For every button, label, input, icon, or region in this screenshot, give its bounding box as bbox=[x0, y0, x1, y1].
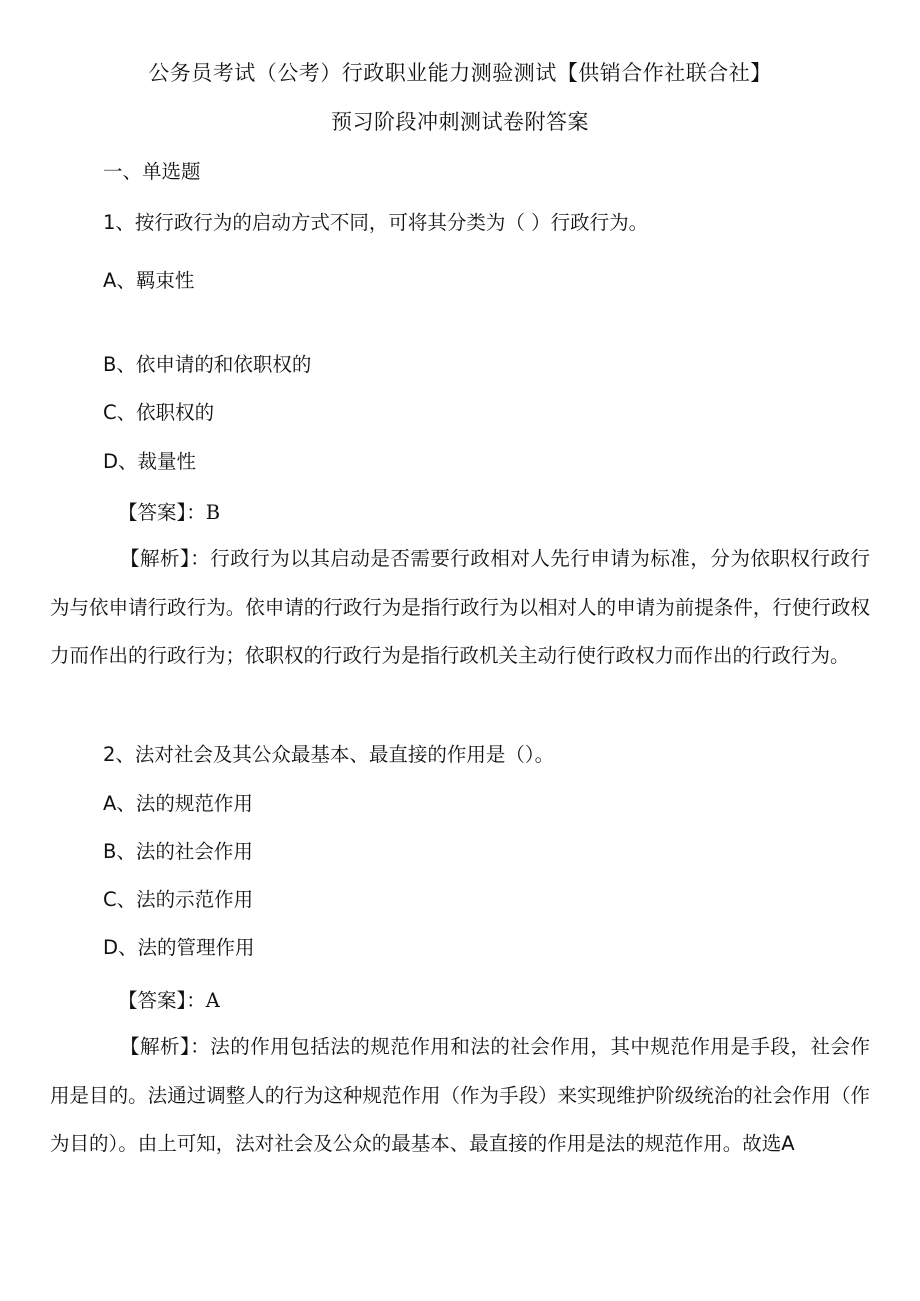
question-2-answer bbox=[118, 985, 220, 1013]
answer-label: 【答案】 bbox=[118, 989, 187, 1012]
answer-label: 【答案】 bbox=[118, 501, 187, 524]
question-1-option-d: D、裁量性 bbox=[103, 450, 197, 473]
question-2-stem: 2、法对社会及其公众最基本、最直接的作用是（）。 bbox=[103, 743, 555, 766]
answer-value: ：A bbox=[186, 989, 220, 1012]
analysis-label: 【解析】 bbox=[120, 1035, 191, 1058]
question-2-option-c: C、法的示范作用 bbox=[103, 888, 254, 911]
analysis-text: ：法的作用包括法的规范作用和法的社会作用，其中规范作用是手段，社会作用是目的。法通过调整人的行为这种规范作用（作为手段）来实现维护阶级统治的社会作用（作为目的）。由上可知，法对社会及公众的最基本、最直接的作用是法的规范作用。故选A bbox=[50, 1035, 870, 1155]
answer-value: ：B bbox=[186, 501, 221, 524]
question-2-option-a: A、法的规范作用 bbox=[103, 792, 253, 815]
question-2-option-b: B、法的社会作用 bbox=[103, 840, 253, 863]
document-title-line-1: 公务员考试（公考）行政职业能力测验测试【供销合作社联合社】 bbox=[148, 61, 772, 85]
question-1-option-b: B、依申请的和依职权的 bbox=[103, 353, 312, 376]
document-title-line-2: 预习阶段冲刺测试卷附答案 bbox=[331, 110, 589, 134]
question-2-option-d: D、法的管理作用 bbox=[103, 936, 255, 959]
question-1-option-c: C、依职权的 bbox=[103, 401, 215, 424]
question-1-option-a: A、羁束性 bbox=[103, 269, 195, 292]
question-2-analysis bbox=[50, 1023, 870, 1169]
question-1-analysis bbox=[50, 535, 870, 681]
section-heading: 一、单选题 bbox=[103, 160, 201, 183]
question-1-stem: 1、按行政行为的启动方式不同，可将其分类为（ ）行政行为。 bbox=[103, 211, 649, 234]
analysis-text: ：行政行为以其启动是否需要行政相对人先行申请为标准，分为依职权行政行为与依申请行政行为。依申请的行政行为是指行政行为以相对人的申请为前提条件，行使行政权力而作出的行政行为；依职权的行政行为是指行政机关主动行使行政权力而作出的行政行为。 bbox=[50, 547, 870, 667]
question-1-answer bbox=[118, 497, 220, 525]
analysis-label: 【解析】 bbox=[120, 547, 191, 570]
